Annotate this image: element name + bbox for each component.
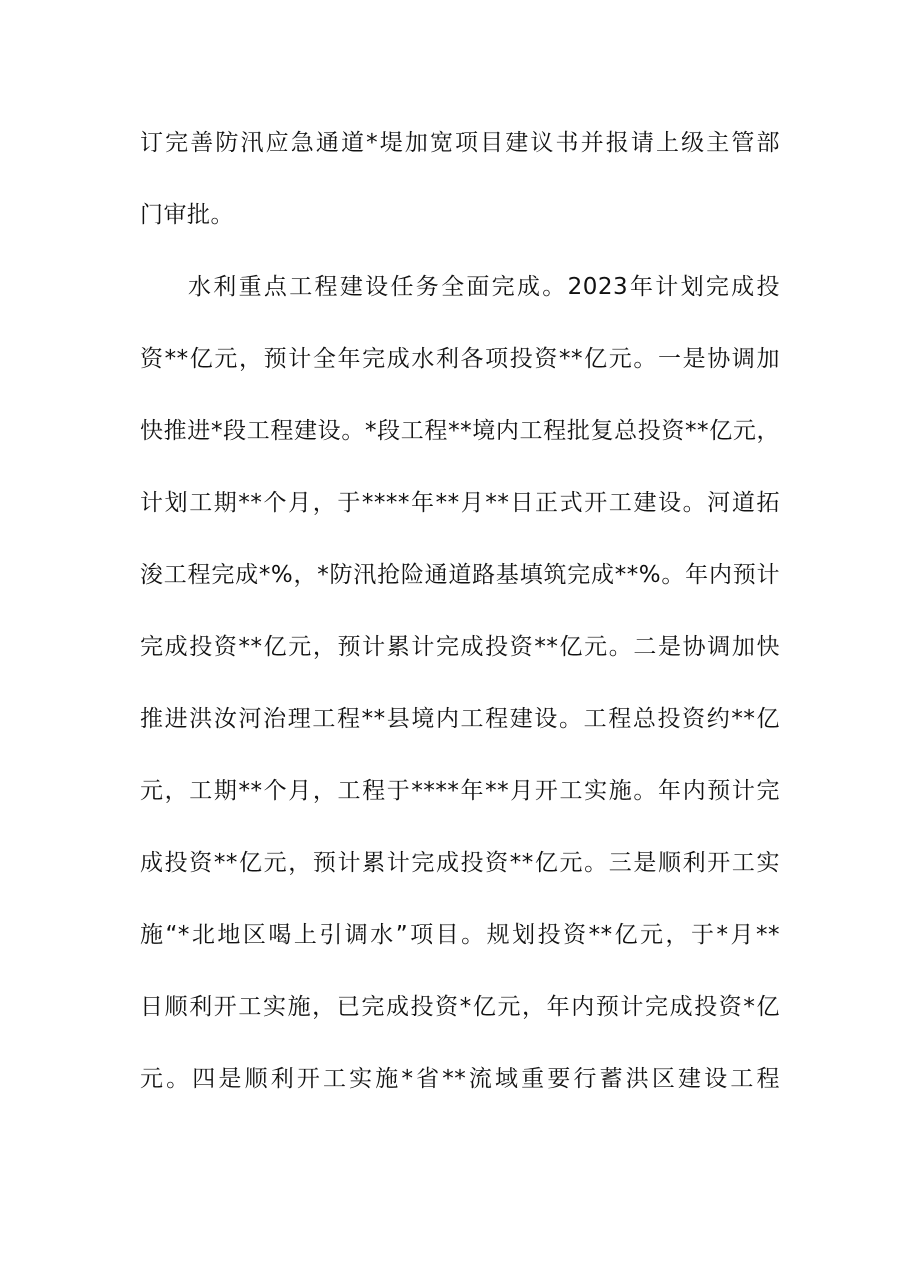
text-line-5: 快推进*段工程建设。*段工程**境内工程批复总投资**亿元， — [140, 418, 780, 444]
text-line-11: 成投资**亿元，预计累计完成投资**亿元。三是顺利开工实 — [140, 850, 780, 876]
text-line-3: 水利重点工程建设任务全面完成。2023年计划完成投 — [188, 274, 780, 300]
text-line-8: 完成投资**亿元，预计累计完成投资**亿元。二是协调加快 — [140, 634, 780, 660]
text-line-7: 浚工程完成*%，*防汛抢险通道路基填筑完成**%。年内预计 — [140, 562, 780, 588]
text-line-13: 日顺利开工实施，已完成投资*亿元，年内预计完成投资*亿 — [140, 994, 780, 1020]
text-line-10: 元，工期**个月，工程于****年**月开工实施。年内预计完 — [140, 778, 780, 804]
text-line-14: 元。四是顺利开工实施*省**流域重要行蓄洪区建设工程 — [140, 1066, 780, 1092]
text-line-4: 资**亿元，预计全年完成水利各项投资**亿元。一是协调加 — [140, 346, 780, 372]
text-line-6: 计划工期**个月，于****年**月**日正式开工建设。河道拓 — [140, 490, 780, 516]
text-line-12: 施“*北地区喝上引调水”项目。规划投资**亿元，于*月** — [140, 922, 780, 948]
text-line-1: 订完善防汛应急通道*堤加宽项目建议书并报请上级主管部 — [140, 130, 780, 156]
text-line-9: 推进洪汝河治理工程**县境内工程建设。工程总投资约**亿 — [140, 706, 780, 732]
text-line-2: 门审批。 — [140, 202, 234, 228]
